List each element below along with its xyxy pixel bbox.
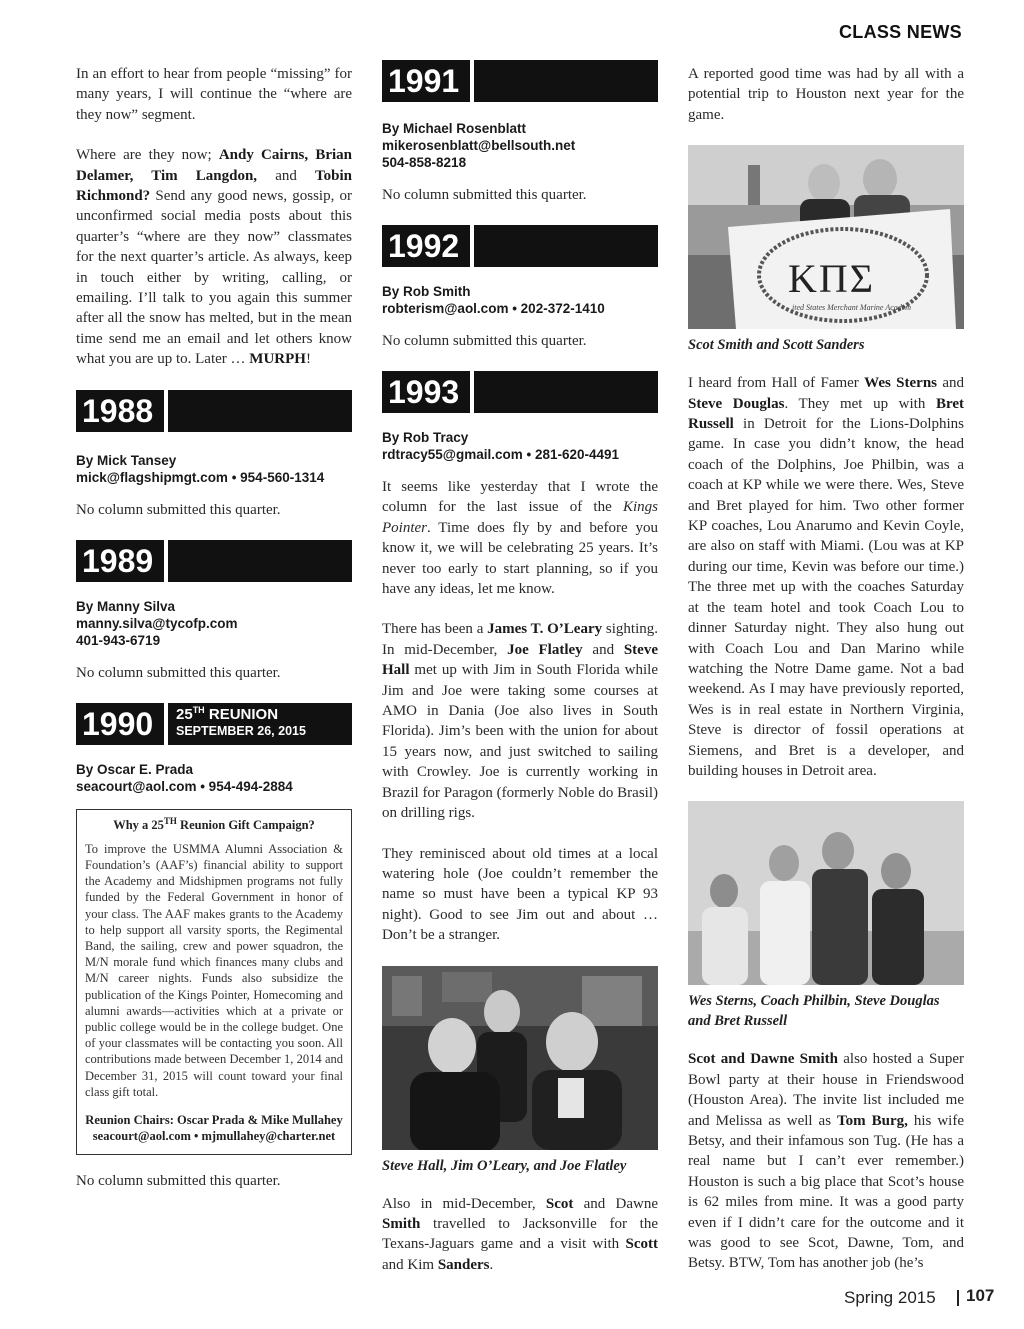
no-column-note: No column submitted this quarter. — [76, 501, 281, 518]
photo-fraternity-flag — [688, 145, 964, 329]
year-header-1990 — [76, 703, 352, 745]
byline-1993 — [382, 429, 658, 463]
class-1992-section — [382, 225, 658, 351]
no-column-note: No column submitted this quarter. — [76, 664, 281, 681]
flag-letters: ΚΠΣ — [788, 256, 876, 302]
reunion-date: SEPTEMBER 26, 2015 — [176, 723, 306, 738]
article-paragraph-4: Also in mid-December, Scot and Dawne Smith travelled to Jacksonville for the Texans-Jaguars game and a visit with Scott and Kim Sanders. — [382, 1195, 658, 1273]
year-label: 1988 — [76, 390, 164, 432]
footer-issue: Spring 2015 — [844, 1288, 936, 1307]
intro-paragraph-1: In an effort to hear from people “missing” for many years, I will continue the “where are they now” segment. — [76, 66, 352, 123]
author-name: By Mick Tansey — [76, 452, 177, 468]
gift-campaign-body: To improve the USMMA Alumni Association & Foundation’s (AAF’s) financial ability to support the Academy and Midshipmen programs not fully funded by the Federal Government in honor of your class. The AAF makes grants to the Academy to help support all varsity sports, the Regimental Band, the sailing, crew and power squadron, the M/N morale fund which finances many clubs and M/N career nights. Funds also subsidize the publication of the Kings Pointer, Homecoming and alumni awards—activities which at a private or public college would be in the college budget. One of your classmates will be contacting you soon. All contributions made between December 1, 2014 and December 31, 2015 will count toward your final class gift total. — [85, 841, 343, 1099]
year-bar-fill — [168, 390, 352, 432]
year-header-1989 — [76, 540, 352, 582]
byline-1992 — [382, 283, 658, 317]
gift-campaign-title: Why a 25TH Reunion Gift Campaign? — [113, 815, 315, 832]
author-name: By Rob Smith — [382, 284, 471, 299]
year-header-1988 — [76, 390, 352, 432]
article-paragraph-7: Scot and Dawne Smith also hosted a Super Bowl party at their house in Friendswood (Houston Area). The invite list included me and Melissa as well as Tom Burg, his wife Betsy, and their infamous son Tug. (He has a real name but I can’t ever remember.) Houston is such a big place that Scot’s house is 62 miles from mine. It was a good party even if I didn’t care for the outcome and it was good to see Scot, Dawne, Tom, and Betsy. BTW, Tom has another job (he’s — [688, 1051, 965, 1272]
year-bar-fill — [474, 60, 658, 102]
author-contact: mick@flagshipmgt.com • 954-560-1314 — [76, 469, 325, 485]
author-name: By Oscar E. Prada — [76, 761, 194, 777]
year-label: 1991 — [382, 60, 470, 102]
article-paragraph-3: They reminisced about old times at a local watering hole (Joe couldn’t remember the name so must have been a typical KP 93 night). Good to see Jim out and about … Don’t be a stranger. — [382, 845, 658, 944]
author-email: mikerosenblatt@bellsouth.net — [382, 138, 576, 153]
column-1 — [76, 64, 352, 1211]
year-label: 1989 — [76, 540, 164, 582]
no-column-note: No column submitted this quarter. — [382, 187, 587, 203]
year-header-1993 — [382, 371, 658, 413]
article-paragraph-6: I heard from Hall of Famer Wes Sterns and Steve Douglas. They met up with Bret Russell in Detroit for the Lions-Dolphins game. In case you didn’t know, the head coach of the Dolphins, Joe Philbin, was a coach at KP while we were there. Wes, Steve and Bret played for him. Two other former KP coaches, Lou Anarumo and Kevin Coyle, are also on staff with Miami. (Lou was at KP during our time, Kevin was before our time.) The three met up with the coaches Saturday at the team hotel and took Coach Lou to dinner Saturday night. They also hung out with Coach Lou and Dan Marino while watching the Notre Dame game. Not a bad weekend. As I may have previously reported, Wes is in real estate in Northern Virginia, Steve is director of fossil operations at Siemens, and Bret is a developer, and building houses in Detroit area. — [688, 375, 964, 779]
author-name: By Rob Tracy — [382, 430, 469, 445]
author-email: manny.silva@tycofp.com — [76, 615, 238, 631]
photo-four-men-indoor — [688, 801, 964, 985]
article-paragraph-1: It seems like yesterday that I wrote the column for the last issue of the Kings Pointer. Time does fly by and before you know it, we will be celebrating 25 years. It’s never too early to start planning, so if you have any ideas, let me know. — [382, 479, 658, 598]
photo-image — [382, 966, 658, 1150]
intro-paragraph-2: Where are they now; Andy Cairns, Brian Delamer, Tim Langdon, and Tobin Richmond? Send any good news, gossip, or unconfirmed social media posts about this quarter’s “where are they now” classmates for the next quarter’s article. As always, keep in touch either by writing, calling, or emailing. I’ll talk to you again this summer after all the snow has melted, but in the mean time send me an email and let others know what you are up to. Later … MURPH! — [76, 147, 352, 368]
byline-1990 — [76, 761, 352, 795]
class-1988-section — [76, 390, 352, 520]
gift-campaign-box — [76, 809, 352, 1155]
column-2 — [382, 60, 658, 1295]
author-contact: robterism@aol.com • 202-372-1410 — [382, 301, 605, 316]
photo-three-men-bar — [382, 966, 658, 1150]
photo-caption: Scot Smith and Scott Sanders — [688, 337, 865, 354]
photo-caption: Steve Hall, Jim O’Leary, and Joe Flatley — [382, 1157, 627, 1174]
year-header-1992 — [382, 225, 658, 267]
author-phone: 504-858-8218 — [382, 155, 467, 170]
year-label: 1993 — [382, 371, 470, 413]
author-name: By Michael Rosenblatt — [382, 121, 527, 136]
footer-divider — [957, 1290, 959, 1306]
no-column-note: No column submitted this quarter. — [382, 333, 587, 349]
column-3 — [688, 64, 964, 1294]
year-header-1991 — [382, 60, 658, 102]
class-1990-section — [76, 703, 352, 1191]
year-bar-fill — [168, 540, 352, 582]
reunion-chair-emails: seacourt@aol.com • mjmullahey@charter.net — [92, 1128, 336, 1143]
photo-caption: Wes Sterns, Coach Philbin, Steve Douglas and Bret Russell — [688, 993, 940, 1030]
year-label: 1992 — [382, 225, 470, 267]
class-1989-section — [76, 540, 352, 683]
author-name: By Manny Silva — [76, 598, 176, 614]
article-paragraph-5: A reported good time was had by all with a potential trip to Houston next year for the game. — [688, 66, 964, 123]
photo-image — [688, 801, 964, 985]
year-bar-fill — [474, 225, 658, 267]
page-number: 107 — [966, 1286, 995, 1305]
byline-1988 — [76, 452, 352, 486]
reunion-title: 25TH REUNION — [176, 704, 279, 723]
class-1991-section — [382, 60, 658, 205]
reunion-banner — [168, 703, 352, 745]
year-label: 1990 — [76, 703, 164, 745]
byline-1989 — [76, 598, 352, 649]
byline-1991 — [382, 120, 658, 171]
article-paragraph-2: There has been a James T. O’Leary sighting. In mid-December, Joe Flatley and Steve Hall met up with Jim in South Florida while Jim and Joe were taking some courses at AMO in Dania (Joe also lives in South Florida). Jim’s been with the union for about 15 years now, and just switched to sailing with Crowley. Joe is currently working in Brazil for Paragon (formerly Noble do Brasil) on drilling rigs. — [382, 621, 659, 822]
author-contact: rdtracy55@gmail.com • 281-620-4491 — [382, 447, 620, 462]
reunion-chairs: Reunion Chairs: Oscar Prada & Mike Mullahey — [85, 1112, 343, 1127]
section-label: CLASS NEWS — [838, 22, 962, 42]
author-contact: seacourt@aol.com • 954-494-2884 — [76, 778, 293, 794]
class-1993-section — [382, 371, 658, 1275]
no-column-note: No column submitted this quarter. — [76, 1172, 281, 1189]
year-bar-fill — [474, 371, 658, 413]
author-phone: 401-943-6719 — [76, 632, 161, 648]
flag-subtext: ited States Merchant Marine Academ — [792, 303, 912, 313]
